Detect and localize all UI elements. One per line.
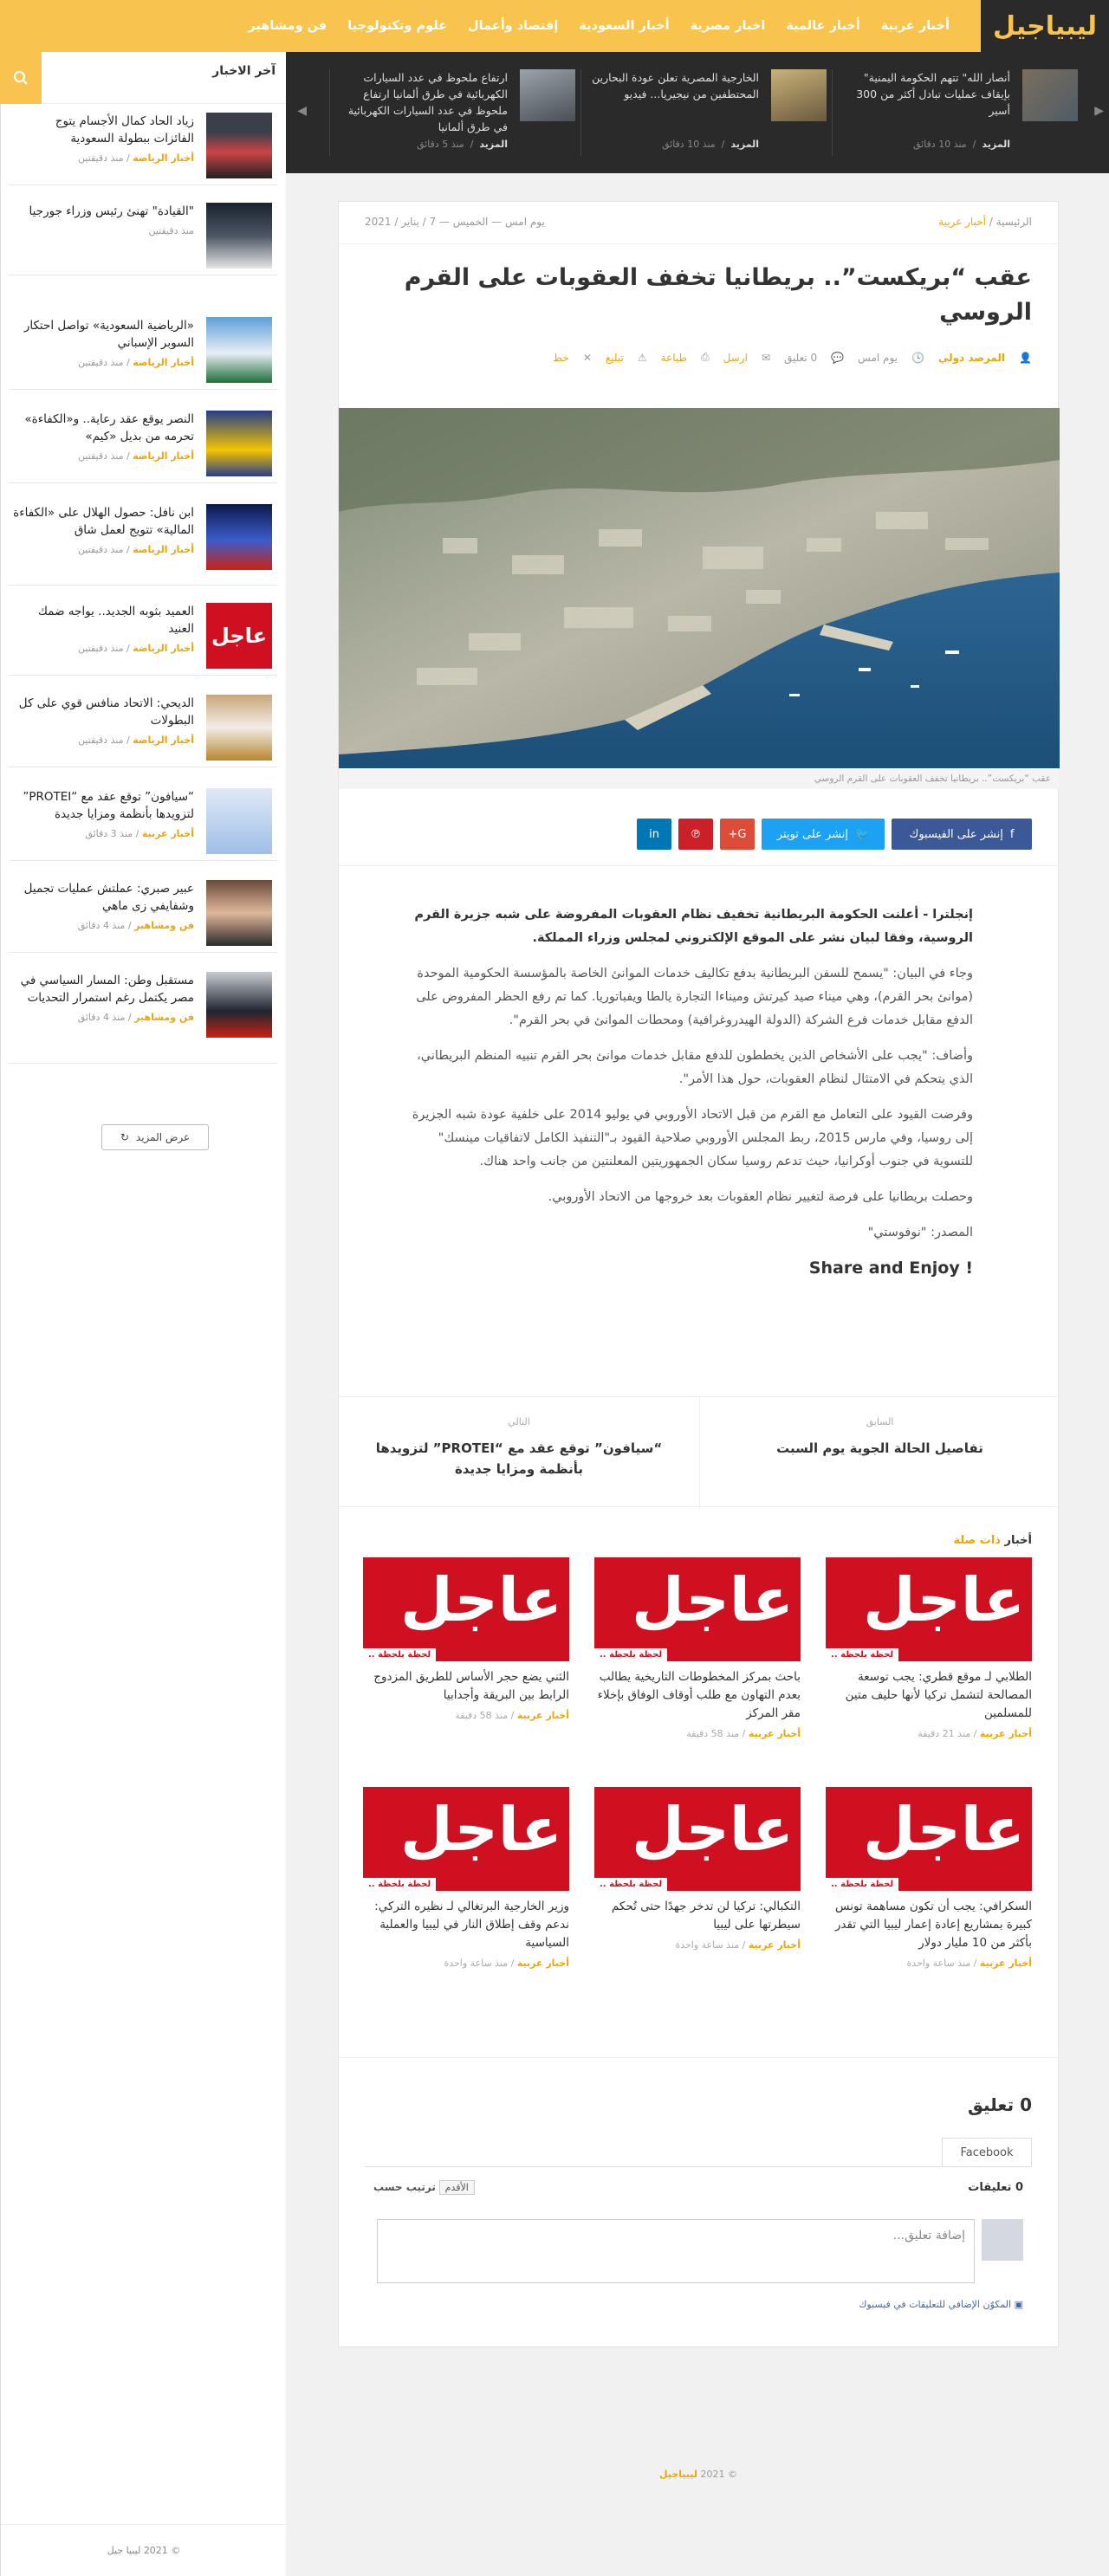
mail-icon: ✉ <box>761 351 770 364</box>
logo-text: ليبياجيل <box>993 10 1097 42</box>
fb-plugin-link[interactable]: ▣ المكوّن الإضافي للتعليقات في فيسبوك <box>859 2299 1023 2310</box>
news-thumbnail <box>206 504 272 570</box>
avatar <box>982 2219 1023 2261</box>
article-when: يوم امس <box>858 351 898 364</box>
breaking-image: عاجل لحظة بلحظة .. <box>594 1557 801 1661</box>
article-source: المصدر: "نوفوستي" <box>867 1226 973 1239</box>
breaking-image: عاجل لحظة بلحظة .. <box>363 1557 569 1661</box>
nav-item-arab-news[interactable]: أخبار عربية <box>880 19 950 33</box>
pinterest-icon: ℗ <box>690 827 702 841</box>
sidebar-news-item[interactable] <box>9 194 277 275</box>
article-author[interactable]: المرصد دولي <box>937 351 1006 364</box>
site-logo[interactable] <box>981 0 1109 52</box>
ticker-time: منذ 10 دقائق <box>912 139 967 150</box>
article-comments-link[interactable]: 0 تعليق <box>784 351 818 364</box>
sidebar-news-item[interactable] <box>9 780 277 861</box>
related-card[interactable] <box>826 1787 1032 1969</box>
fb-sort-label: ترتيب حسب <box>373 2181 436 2193</box>
news-meta: أخبار الرياضة / منذ دقيقتين <box>77 735 194 746</box>
related-meta: أخبار عربية / منذ 58 دقيقة <box>686 1728 801 1739</box>
news-ticker <box>286 52 1109 173</box>
sidebar-header <box>42 52 286 104</box>
related-title[interactable]: وزير الخارجية البرتغالي لـ نظيره التركي: ندعم وقف إطلاق النار في ليبيا والعملية السياسية <box>374 1900 569 1950</box>
breaking-image: عاجل لحظة بلحظة .. <box>826 1557 1032 1661</box>
share-twitter-label: إنشر على تويتر <box>776 827 849 841</box>
report-link[interactable]: تبليغ <box>605 351 624 364</box>
clock-icon: 🕓 <box>911 351 924 364</box>
facebook-comments-box <box>365 2166 1032 2322</box>
search-button[interactable] <box>0 52 42 104</box>
next-label: التالي <box>508 1416 530 1427</box>
fb-comment-count: 0 تعليقات <box>968 2181 1023 2194</box>
news-title[interactable]: عبير صبري: عملتش عمليات تجميل وشفايفي زى ماهي <box>23 882 194 913</box>
comment-input[interactable]: إضافة تعليق... <box>377 2219 975 2283</box>
news-title[interactable]: مستقبل وطن: المسار السياسي في مصر يكتمل رغم استمرار التحديات <box>20 974 194 1005</box>
facebook-icon: ▣ <box>1014 2299 1023 2310</box>
ticker-item[interactable] <box>580 69 832 156</box>
previous-article-link[interactable] <box>699 1397 1060 1508</box>
sidebar-news-item[interactable] <box>9 402 277 483</box>
latest-news-sidebar <box>0 52 286 2576</box>
related-card[interactable] <box>826 1557 1032 1739</box>
news-title[interactable]: «الرياضية السعودية» تواصل احتكار السوبر الإسباني <box>23 319 194 350</box>
search-icon <box>13 70 29 86</box>
ticker-thumbnail <box>520 69 575 121</box>
next-title: “سيافون” توقع عقد مع “PROTEI” لتزويدها بأنظمة ومزايا جديدة <box>375 1440 663 1477</box>
breadcrumb-separator-icon: / <box>985 216 993 228</box>
send-link[interactable]: ارسل <box>723 351 748 364</box>
twitter-icon: 🐦 <box>855 827 870 841</box>
sidebar-news-item[interactable] <box>9 686 277 767</box>
news-meta: أخبار الرياضة / منذ دقيقتين <box>77 643 194 654</box>
article-paragraph: وجاء في البيان: "يسمح للسفن البريطانية بدفع تكاليف خدمات الموانئ الخاصة بالمؤسسة الحكومية الموحدة (موانئ بحر القرم)، وهي ميناء صيد كيرتش وميناءا التجارة يالطا ويفباتوريا. كما تم رفع الحظر المفروض على الدفع مقابل خدمات فرع الشركة (الدولة الهيدروغرافية) ومحطات الموانئ في بحر القرم". <box>416 967 973 1027</box>
print-icon: ⎙ <box>701 351 710 363</box>
news-thumbnail <box>206 788 272 854</box>
ticker-title[interactable]: ارتفاع ملحوظ في عدد السيارات الكهربائية في طرق ألمانيا ارتفاع ملحوظ في عدد السيارات الكهربائية في طرق ألمانيا <box>347 71 508 133</box>
divider <box>339 865 1060 866</box>
related-meta: أخبار عربية / منذ 58 دقيقة <box>455 1710 569 1721</box>
related-meta: أخبار عربية / منذ ساعة واحدة <box>444 1958 569 1969</box>
related-card[interactable] <box>363 1557 569 1721</box>
ticker-meta: المزيد / منذ 10 دقائق <box>912 139 1010 150</box>
nav-item-world-news[interactable]: أخبار عالمية <box>786 19 860 33</box>
related-title[interactable]: الطلابي لـ موقع قطري: يجب توسعة المصالحة لتشمل تركيا لأنها حليف متين للمسلمين <box>845 1670 1032 1720</box>
sidebar-news-item[interactable] <box>9 871 277 953</box>
previous-label: السابق <box>866 1416 894 1427</box>
font-size-link[interactable]: خط <box>553 351 569 364</box>
share-linkedin-button[interactable] <box>637 819 671 850</box>
share-facebook-button[interactable] <box>892 819 1032 850</box>
related-title[interactable]: باحث بمركز المخطوطات التاريخية يطالب بعدم التهاون مع طلب أوقاف الوفاق بإخلاء مقر المركز <box>597 1670 801 1720</box>
article-meta <box>553 351 1032 364</box>
ticker-item[interactable] <box>329 69 580 156</box>
news-thumbnail: عاجل <box>206 603 272 669</box>
ticker-item[interactable] <box>832 69 1083 156</box>
ticker-time: منذ 10 دقائق <box>661 139 716 150</box>
news-meta: فن ومشاهير / منذ 4 دقائق <box>77 920 194 931</box>
news-meta: فن ومشاهير / منذ 4 دقائق <box>77 1012 194 1023</box>
warning-icon: ⚠ <box>637 351 647 364</box>
related-card[interactable] <box>363 1787 569 1969</box>
news-title[interactable]: "القيادة" تهنئ رئيس وزراء جورجيا <box>29 204 194 218</box>
comment-icon: 💬 <box>831 351 845 364</box>
comments-count: 0 تعليق <box>967 2094 1032 2115</box>
news-meta: منذ دقيقتين <box>148 225 194 236</box>
nav-item-science-tech[interactable]: علوم وتكنولوجيا <box>347 19 448 33</box>
news-thumbnail <box>206 880 272 946</box>
next-article-link[interactable] <box>339 1397 699 1508</box>
sidebar-news-item[interactable] <box>9 963 277 1064</box>
load-more-label: عرض المزيد <box>135 1131 191 1143</box>
ticker-next-icon[interactable]: ▶ <box>1094 104 1104 118</box>
breaking-image: عاجل لحظة بلحظة .. <box>826 1787 1032 1891</box>
copyright: © 2021 ليبياجيل <box>659 2469 737 2480</box>
article-paragraph: وأضاف: "يجب على الأشخاص الذين يخططون للدفع مقابل خدمات موانئ بحر القرم تنبيه المنظم البريطاني، الذي يتحكم في الامتثال لنظام العقوبات، حول هذا الأمر". <box>417 1049 973 1086</box>
main-nav <box>237 0 960 52</box>
previous-title: تفاصيل الحالة الجوية يوم السبت <box>776 1440 983 1456</box>
refresh-icon: ↻ <box>120 1131 129 1143</box>
news-meta: أخبار الرياضة / منذ دقيقتين <box>77 357 194 368</box>
share-google-plus-button[interactable] <box>720 819 755 850</box>
fb-sort <box>373 2181 475 2193</box>
sidebar-news-item[interactable] <box>9 594 277 676</box>
breadcrumb-category[interactable]: أخبار عربية <box>938 216 986 228</box>
related-heading: أخبار ذات صلة <box>953 1534 1032 1547</box>
share-buttons <box>637 819 1032 850</box>
news-title[interactable]: “سيافون” توقع عقد مع “PROTEI” لتزويدها بأنظمة ومزايا جديدة <box>23 790 194 821</box>
ticker-category: المزيد <box>479 139 508 150</box>
share-enjoy-text: Share and Enjoy ! <box>808 1259 973 1278</box>
breaking-image: عاجل لحظة بلحظة .. <box>363 1787 569 1891</box>
related-card[interactable] <box>594 1787 801 1951</box>
article-hero-image <box>339 408 1060 768</box>
share-facebook-label: إنشر على الفيسبوك <box>909 827 1003 841</box>
news-title[interactable]: ابن نافل: حصول الهلال على «الكفاءة المالية» تتويج لعمل شاق <box>13 506 194 537</box>
news-title[interactable]: العميد بثوبه الجديد.. يواجه ضمك العنيد <box>37 605 194 636</box>
tab-facebook[interactable]: Facebook <box>942 2138 1032 2167</box>
news-meta: أخبار الرياضة / منذ دقيقتين <box>77 544 194 555</box>
ticker-thumbnail <box>1022 69 1078 121</box>
article-card <box>338 201 1059 2347</box>
related-title[interactable]: التكبالي: تركيا لن تدخر جهدًا حتى تُحكم سيطرتها على ليبيا <box>611 1900 801 1932</box>
ticker-meta: المزيد / منذ 10 دقائق <box>661 139 759 150</box>
ticker-thumbnail <box>771 69 827 121</box>
fb-sort-select[interactable]: الأقدم <box>439 2180 475 2195</box>
news-thumbnail <box>206 411 272 476</box>
print-link[interactable]: طباعة <box>660 351 688 364</box>
article-body <box>410 903 973 1280</box>
related-meta: أخبار عربية / منذ 21 دقيقة <box>918 1728 1032 1739</box>
article-lead: إنجلترا - أعلنت الحكومة البريطانية تخفيف نظام العقوبات المفروضة على شبه جزيرة القرم الروسية، وفقا لبيان نشر على الموقع الإلكتروني لمجلس وزراء المملكة. <box>414 908 973 945</box>
share-twitter-button[interactable] <box>762 819 885 850</box>
top-navbar <box>0 0 1109 52</box>
news-meta: أخبار عربية / منذ 3 دقائق <box>85 828 194 839</box>
related-title[interactable]: الثني يضع حجر الأساس للطريق المزدوج الرابط بين البريقة وأجدابيا <box>373 1670 569 1702</box>
breadcrumb <box>938 216 1032 228</box>
ticker-category: المزيد <box>982 139 1010 150</box>
news-thumbnail <box>206 972 272 1038</box>
article-paragraph: وحصلت بريطانيا على فرصة لتغيير نظام العقوبات بعد خروجها من الاتحاد الأوروبي. <box>548 1190 973 1204</box>
news-title[interactable]: زياد الحاد كمال الأجسام يتوج الفائزات ببطولة السعودية <box>55 114 194 146</box>
article-paragraph: وفرضت القيود على التعامل مع القرم من قبل الاتحاد الأوروبي في يوليو 2014 على خلفية عودة شبه الجزيرة إلى روسيا، وفي مارس 2015، ربط المجلس الأوروبي صلاحية القيود بـ"التنفيذ الكامل لاتفاقيات مينسك" للتسوية في جنوب أوكرانيا، حيث تدعم روسيا سكان الجمهوريتين المعلنتين من جانب واحد هناك. <box>412 1108 973 1168</box>
news-title[interactable]: النصر يوقع عقد رعاية.. و«الكفاءة» تحرمه من بديل «كيم» <box>24 412 194 443</box>
sidebar-title: آخر الاخبار <box>212 64 276 78</box>
related-meta: أخبار عربية / منذ ساعة واحدة <box>675 1939 801 1951</box>
sidebar-news-item[interactable] <box>9 308 277 390</box>
ticker-prev-icon[interactable]: ◀ <box>297 104 307 118</box>
related-card[interactable] <box>594 1557 801 1739</box>
sidebar-news-item[interactable] <box>9 104 277 185</box>
news-thumbnail <box>206 203 272 269</box>
image-caption: عقب “بريكست”.. بريطانيا تخفف العقوبات على القرم الروسي <box>339 770 1060 789</box>
breadcrumb-home[interactable]: الرئيسية <box>996 216 1032 228</box>
ticker-title[interactable]: الخارجية المصرية تعلن عودة البحارين المحتطفين من نيجيريا... فيديو <box>592 71 759 100</box>
author-icon: 👤 <box>1019 351 1032 364</box>
news-meta: أخبار الرياضة / منذ دقيقتين <box>77 152 194 164</box>
nav-item-egypt-news[interactable]: اخبار مصرية <box>690 19 766 33</box>
news-meta: أخبار الرياضة / منذ دقيقتين <box>77 450 194 462</box>
nav-item-saudi-news[interactable]: أخبار السعودية <box>579 19 670 33</box>
load-more-button[interactable] <box>101 1124 209 1150</box>
sidebar-footer: © 2021 ليبيا جيل <box>1 2524 287 2576</box>
related-meta: أخبار عربية / منذ ساعة واحدة <box>906 1958 1032 1969</box>
ticker-meta: المزيد / منذ 5 دقائق <box>416 139 508 150</box>
ticker-category: المزيد <box>730 139 759 150</box>
nav-item-economy[interactable]: إقتصاد وأعمال <box>468 19 559 33</box>
google-plus-icon: G+ <box>728 827 747 841</box>
article-date: يوم امس — الخميس — 7 / يناير / 2021 <box>365 216 545 228</box>
ticker-time: منذ 5 دقائق <box>416 139 464 150</box>
linkedin-icon: in <box>649 827 659 841</box>
article-headline: عقب “بريكست”.. بريطانيا تخفف العقوبات على القرم الروسي <box>404 264 1032 326</box>
facebook-icon: f <box>1009 827 1015 841</box>
ticker-title[interactable]: أنصار الله" تتهم الحكومة اليمنية" بإيقاف عمليات تبادل أكثر من 300 أسير <box>856 71 1010 117</box>
share-pinterest-button[interactable] <box>678 819 713 850</box>
news-thumbnail <box>206 113 272 178</box>
news-thumbnail <box>206 317 272 383</box>
news-thumbnail <box>206 695 272 761</box>
news-title[interactable]: الديحي: الاتحاد منافس قوي على كل البطولات <box>18 696 194 728</box>
sidebar-news-item[interactable] <box>9 495 277 586</box>
divider <box>339 243 1060 244</box>
close-icon[interactable]: ✕ <box>582 351 592 364</box>
divider <box>339 2057 1060 2058</box>
prev-next-nav <box>339 1396 1060 1507</box>
nav-item-art-celebs[interactable]: فن ومشاهير <box>248 19 328 33</box>
breaking-image: عاجل لحظة بلحظة .. <box>594 1787 801 1891</box>
related-title[interactable]: السكرافي: يجب أن تكون مساهمة تونس كبيرة بمشاريع إعادة إعمار ليبيا التي تقدر بأكثر من 10 مليار دولار <box>834 1900 1032 1950</box>
